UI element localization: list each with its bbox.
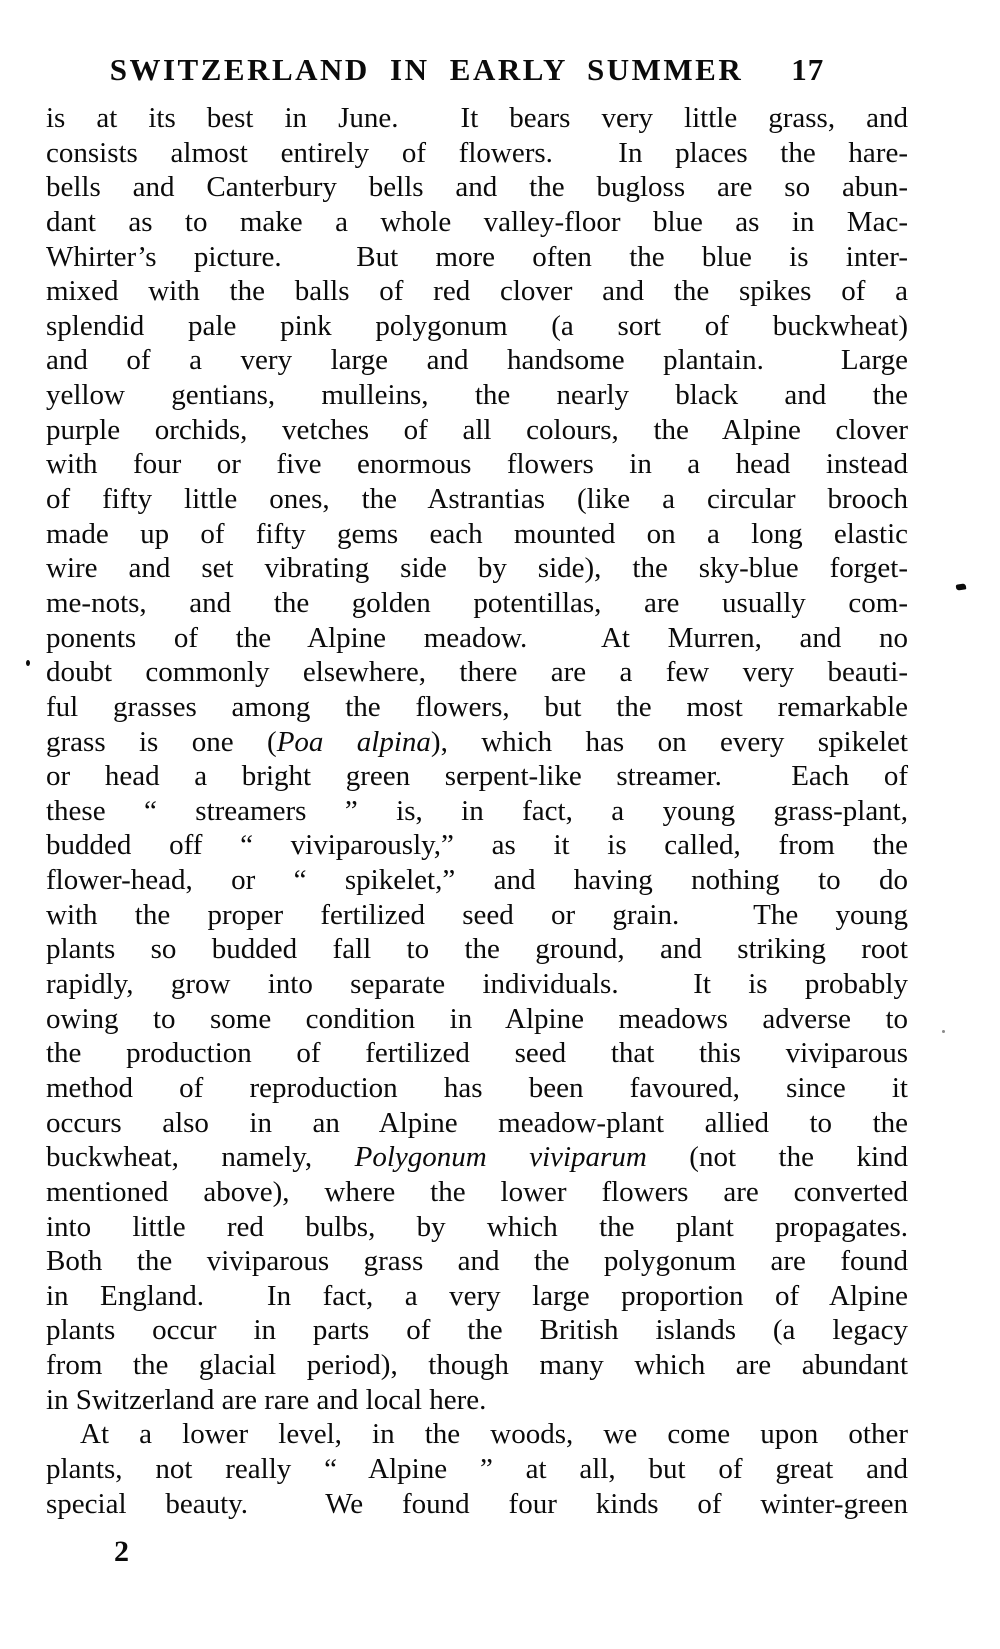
text-line: purple orchids, vetches of all colours, the Alpine clover (46, 413, 908, 446)
text-line: buckwheat, namely, Polygonum viviparum (not the kind (46, 1141, 909, 1174)
text-line: the production of fertilized seed that this viviparous (46, 1037, 908, 1070)
text-line: is at its best in June. It bears very little grass, and (46, 102, 908, 134)
text-line: of fifty little ones, the Astrantias (like a circular brooch (46, 483, 908, 516)
text-line: me-nots, and the golden potentillas, are usually com- (46, 586, 908, 619)
ink-speck (26, 660, 30, 666)
text-line: into little red bulbs, by which the plant propagates. (46, 1210, 908, 1243)
text-line: or head a bright green serpent-like streamer. Each of (46, 760, 908, 793)
text-line: yellow gentians, mulleins, the nearly black and the (46, 379, 908, 412)
text-line: and of a very large and handsome plantain. Large (46, 344, 908, 377)
text-line: grass is one (Poa alpina), which has on every spikelet (46, 725, 908, 758)
text-line: dant as to make a whole valley-floor blue as in Mac- (46, 205, 908, 238)
page-title: SWITZERLAND IN EARLY SUMMER (109, 52, 744, 87)
text-line: ponents of the Alpine meadow. At Murren, and no (46, 621, 908, 654)
text-line: owing to some condition in Alpine meadows adverse to (46, 1002, 908, 1035)
text-line: with the proper fertilized seed or grain. The young (46, 898, 908, 931)
text-line: with four or five enormous flowers in a head instead (46, 448, 908, 481)
text-line: doubt commonly elsewhere, there are a few very beauti- (46, 656, 908, 689)
text-line: rapidly, grow into separate individuals. It is probably (46, 968, 908, 1001)
text-line: these “ streamers ” is, in fact, a young grass-plant, (46, 794, 908, 827)
text-line: occurs also in an Alpine meadow-plant allied to the (46, 1106, 908, 1139)
text-line: special beauty. We found four kinds of winter-green (46, 1487, 908, 1520)
ink-speck (956, 583, 967, 590)
running-header (0, 52, 1000, 88)
text-line: bells and Canterbury bells and the bugloss are so abun- (46, 171, 908, 204)
page-number: 17 (791, 52, 825, 87)
text-line: splendid pale pink polygonum (a sort of buckwheat) (46, 309, 908, 342)
text-line: plants occur in parts of the British islands (a legacy (46, 1314, 908, 1347)
text-line: made up of fifty gems each mounted on a long elastic (46, 517, 908, 550)
text-line: mentioned above), where the lower flowers are converted (46, 1175, 908, 1208)
text-line: flower-head, or “ spikelet,” and having nothing to do (46, 864, 908, 897)
text-line: plants so budded fall to the ground, and striking root (46, 933, 908, 966)
ink-speck (942, 1030, 945, 1033)
text-line: in England. In fact, a very large proportion of Alpine (46, 1279, 908, 1312)
text-line: consists almost entirely of flowers. In places the hare- (46, 136, 908, 169)
text-line: method of reproduction has been favoured, since it (46, 1071, 908, 1104)
text-line: mixed with the balls of red clover and the spikes of a (46, 275, 908, 308)
text-line: budded off “ viviparously,” as it is called, from the (46, 829, 908, 862)
text-line: in Switzerland are rare and local here. (46, 1383, 487, 1416)
text-line: plants, not really “ Alpine ” at all, but of great and (46, 1452, 908, 1485)
text-line: Both the viviparous grass and the polygonum are found (46, 1245, 908, 1278)
signature-mark: 2 (114, 1535, 129, 1568)
text-line: wire and set vibrating side by side), the sky-blue forget- (46, 552, 908, 585)
page-text (46, 101, 908, 1521)
text-line: ful grasses among the flowers, but the most remarkable (46, 690, 908, 723)
text-line: from the glacial period), though many which are abundant (46, 1349, 908, 1382)
text-line: Whirter’s picture. But more often the blue is inter- (46, 240, 908, 273)
text-line: At a lower level, in the woods, we come upon other (80, 1418, 908, 1451)
